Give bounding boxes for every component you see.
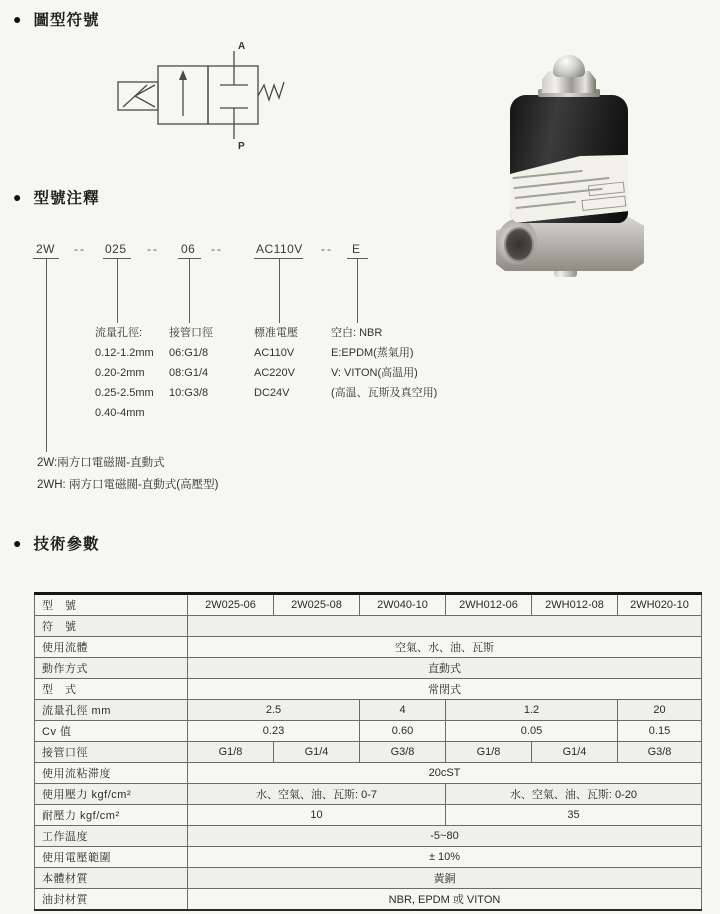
row-cell: 2W025-06 xyxy=(188,594,274,616)
row-cell: 2WH012-08 xyxy=(532,594,618,616)
row-cell: 20cST xyxy=(188,763,702,784)
row-cell: G3/8 xyxy=(618,742,702,763)
col-item: 0.25-2.5mm xyxy=(95,387,154,399)
code-part-orifice: 025 xyxy=(105,242,127,256)
annotation-col-port xyxy=(169,323,213,403)
row-cell: 2WH012-06 xyxy=(446,594,532,616)
row-label: 使用流粘滞度 xyxy=(35,763,188,784)
series-notes xyxy=(37,452,218,496)
photo-dome-cap xyxy=(553,55,585,77)
row-label: Cv 值 xyxy=(35,721,188,742)
bullet-icon: ● xyxy=(13,189,23,205)
row-cell: 0.60 xyxy=(360,721,446,742)
row-cell: 10 xyxy=(188,805,446,826)
photo-threaded-hole xyxy=(504,227,534,262)
col-item: 0.40-4mm xyxy=(95,407,145,419)
table-row xyxy=(35,637,702,658)
specs-table-body xyxy=(35,594,702,911)
row-cell: G1/4 xyxy=(274,742,360,763)
row-label: 流量孔徑 mm xyxy=(35,700,188,721)
row-label: 工作温度 xyxy=(35,826,188,847)
col-item: 0.12-1.2mm xyxy=(95,347,154,359)
row-cell: 2WH020-10 xyxy=(618,594,702,616)
nameplate-field xyxy=(588,182,625,197)
row-cell: ± 10% xyxy=(188,847,702,868)
col-item: 06:G1/8 xyxy=(169,347,209,359)
product-photo xyxy=(494,55,646,255)
col-header: 標准電壓 xyxy=(254,327,298,339)
photo-coil xyxy=(510,95,628,223)
table-row xyxy=(35,763,702,784)
row-cell: 2W025-08 xyxy=(274,594,360,616)
table-row xyxy=(35,658,702,679)
row-label: 油封材質 xyxy=(35,889,188,911)
col-item: AC110V xyxy=(254,347,295,359)
section-title: 圖型符號 xyxy=(33,12,100,29)
row-label: 本體材質 xyxy=(35,868,188,889)
code-part-series: 2W xyxy=(36,242,55,256)
row-cell: 水、空氣、油、瓦斯: 0-20 xyxy=(446,784,702,805)
section-heading-model xyxy=(13,186,99,208)
annotation-col-voltage xyxy=(254,323,298,403)
annotation-col-seal xyxy=(331,323,437,403)
row-cell: 常閉式 xyxy=(188,679,702,700)
table-row xyxy=(35,594,702,616)
section-title: 型號注釋 xyxy=(33,190,100,207)
row-cell: 2W040-10 xyxy=(360,594,446,616)
specs-table xyxy=(34,592,702,911)
spring-symbol xyxy=(258,82,284,100)
nameplate-field xyxy=(581,195,626,211)
annotation-col-orifice xyxy=(95,323,154,423)
row-cell: G1/8 xyxy=(188,742,274,763)
table-row xyxy=(35,826,702,847)
row-cell: 1.2 xyxy=(446,700,618,721)
row-label: 耐壓力 kgf/cm² xyxy=(35,805,188,826)
code-part-voltage: AC110V xyxy=(256,242,303,256)
bullet-icon: ● xyxy=(13,11,23,27)
photo-nameplate xyxy=(510,150,628,223)
code-separator: -- xyxy=(147,242,159,256)
row-cell xyxy=(188,616,702,637)
section-title: 技術參數 xyxy=(33,536,100,553)
valve-schematic-diagram xyxy=(108,38,293,153)
col-item: AC220V xyxy=(254,367,295,379)
row-label: 接管口徑 xyxy=(35,742,188,763)
row-cell: NBR, EPDM 或 VITON xyxy=(188,889,702,911)
table-row xyxy=(35,721,702,742)
row-cell: G1/8 xyxy=(446,742,532,763)
table-row xyxy=(35,742,702,763)
note-2wh: 2WH: 兩方口電磁閥-直動式(高壓型) xyxy=(37,479,219,491)
row-cell: 2.5 xyxy=(188,700,360,721)
section-heading-specs xyxy=(13,532,99,554)
row-cell: G3/8 xyxy=(360,742,446,763)
col-header: 接管口徑 xyxy=(169,327,213,339)
col-item: E:EPDM(蒸氣用) xyxy=(331,347,414,359)
row-label: 動作方式 xyxy=(35,658,188,679)
bullet-icon: ● xyxy=(13,535,23,551)
row-cell: 水、空氣、油、瓦斯: 0-7 xyxy=(188,784,446,805)
nameplate-line xyxy=(516,201,576,209)
row-label: 符 號 xyxy=(35,616,188,637)
code-part-port: 06 xyxy=(181,242,196,256)
col-header: 空白: NBR xyxy=(331,327,383,339)
table-row xyxy=(35,616,702,637)
row-cell: 直動式 xyxy=(188,658,702,679)
row-label: 使用電壓範圍 xyxy=(35,847,188,868)
code-separator: -- xyxy=(321,242,333,256)
section-heading-symbol xyxy=(13,8,99,30)
row-cell: G1/4 xyxy=(532,742,618,763)
row-label: 型 式 xyxy=(35,679,188,700)
table-row xyxy=(35,889,702,911)
row-label: 使用流體 xyxy=(35,637,188,658)
arrow-head xyxy=(179,70,187,80)
col-item: 10:G3/8 xyxy=(169,387,209,399)
table-row xyxy=(35,700,702,721)
table-row xyxy=(35,679,702,700)
table-row xyxy=(35,868,702,889)
table-row xyxy=(35,847,702,868)
leader-line xyxy=(117,259,118,323)
leader-line xyxy=(189,259,190,323)
code-part-seal: E xyxy=(352,242,361,256)
row-cell: -5~80 xyxy=(188,826,702,847)
row-cell: 0.23 xyxy=(188,721,360,742)
row-label: 型 號 xyxy=(35,594,188,616)
leader-line xyxy=(46,259,47,452)
row-cell: 0.05 xyxy=(446,721,618,742)
col-item: DC24V xyxy=(254,387,290,399)
row-cell: 20 xyxy=(618,700,702,721)
row-cell: 0.15 xyxy=(618,721,702,742)
row-label: 使用壓力 kgf/cm² xyxy=(35,784,188,805)
nameplate-line xyxy=(513,170,583,179)
valve-box-right xyxy=(208,66,258,124)
col-header: 流量孔徑: xyxy=(95,327,143,339)
table-row xyxy=(35,784,702,805)
row-cell: 4 xyxy=(360,700,446,721)
port-p-label: P xyxy=(238,141,245,152)
note-2w: 2W:兩方口電磁閥-直動式 xyxy=(37,457,165,469)
col-item: (高温、瓦斯及真空用) xyxy=(331,387,438,399)
leader-line xyxy=(279,259,280,323)
row-cell: 黃銅 xyxy=(188,868,702,889)
col-item: 08:G1/4 xyxy=(169,367,209,379)
row-cell: 空氣、水、油、瓦斯 xyxy=(188,637,702,658)
row-cell: 35 xyxy=(446,805,702,826)
code-separator: -- xyxy=(74,242,86,256)
port-a-label: A xyxy=(238,41,246,52)
code-separator: -- xyxy=(211,242,223,256)
leader-line xyxy=(357,259,358,323)
col-item: V: VITON(高温用) xyxy=(331,367,418,379)
table-row xyxy=(35,805,702,826)
col-item: 0.20-2mm xyxy=(95,367,145,379)
